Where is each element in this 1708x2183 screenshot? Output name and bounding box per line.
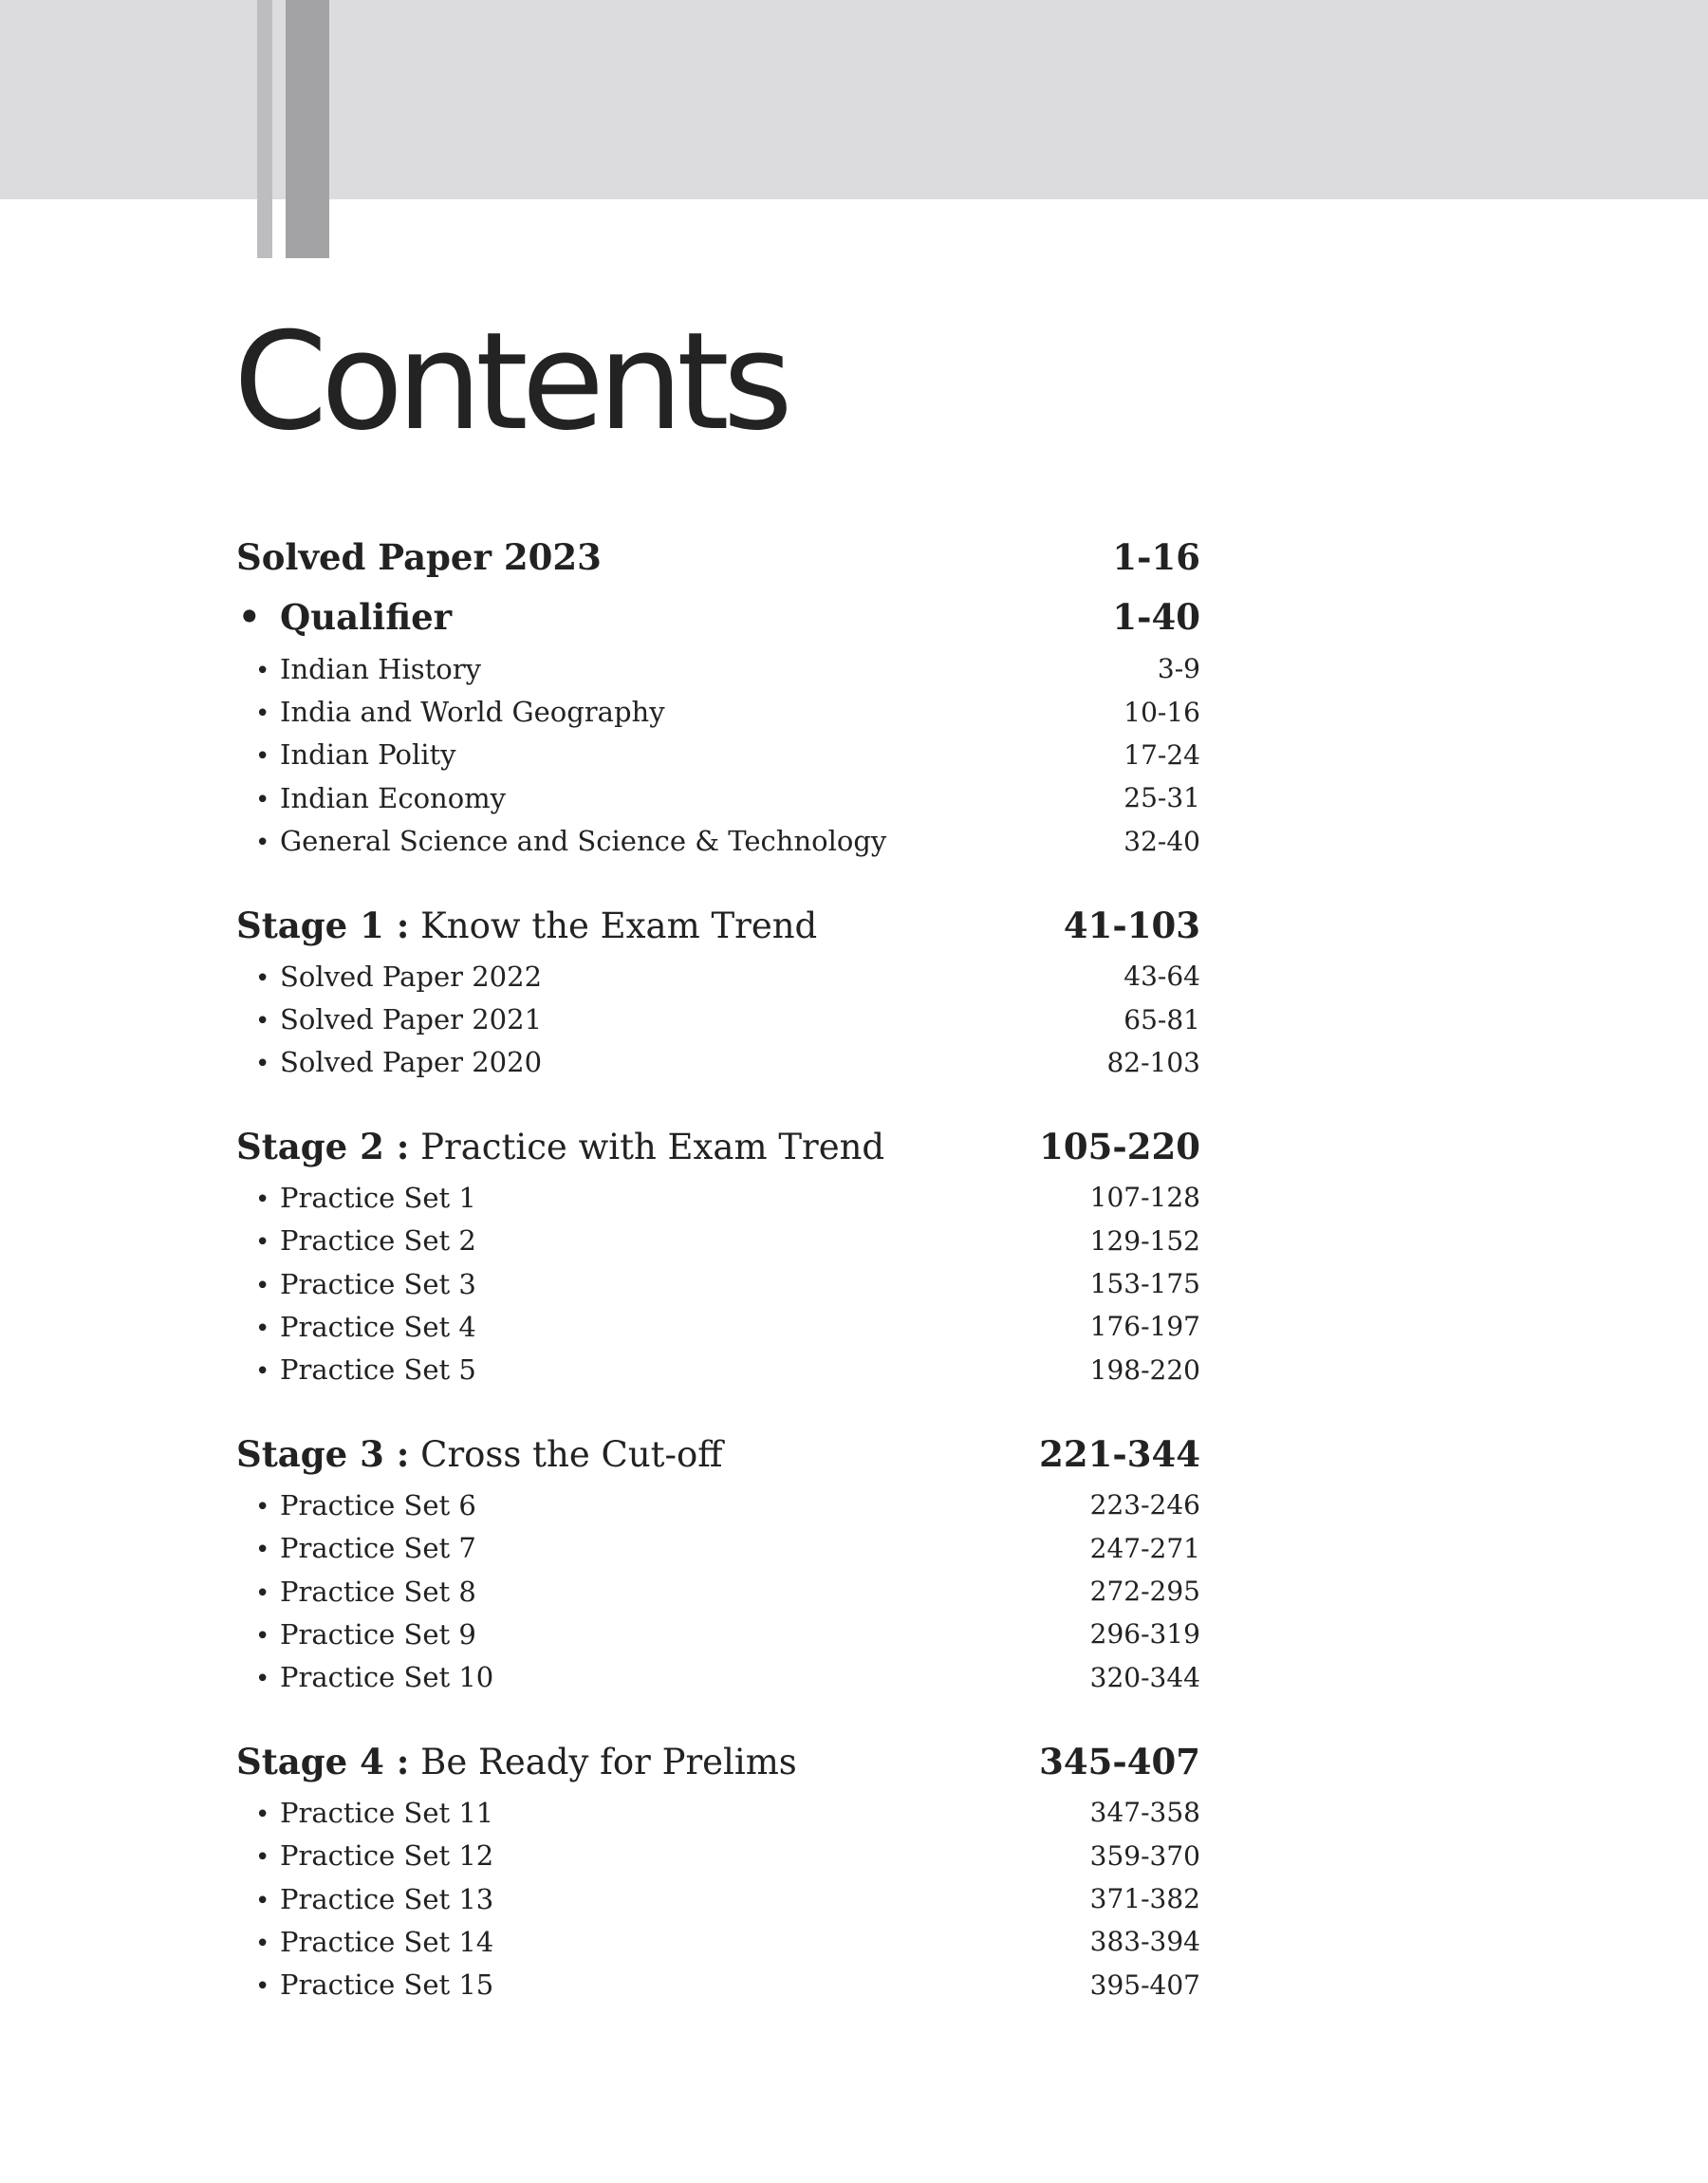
toc-item[interactable] [236,1570,1200,1613]
bullet: • [255,963,270,993]
toc-entry-stage-4[interactable] [236,1732,1200,1791]
toc-item[interactable] [236,1176,1200,1219]
item-label: Practice Set 12 [280,1839,494,1873]
bullet: • [255,1050,270,1079]
toc-entry-solved-paper-2023[interactable] [236,528,1200,587]
item-label: Practice Set 7 [280,1532,476,1565]
toc-section-stage-2 [236,1117,1200,1391]
bullet: • [255,1665,270,1694]
bullet: • [238,596,261,638]
page-range: 1-16 [1112,536,1200,578]
toc-item[interactable] [236,998,1200,1040]
toc-item[interactable] [236,1483,1200,1526]
toc-item[interactable] [236,1041,1200,1084]
header-band [0,0,1708,199]
bullet: • [255,1357,270,1387]
header-stripe-dark [286,0,329,258]
page-range: 247-271 [1089,1532,1200,1564]
bullet: • [255,1929,270,1958]
toc-item[interactable] [236,1220,1200,1262]
bullet: • [255,1185,270,1214]
section-label: Practice with Exam Trend [420,1127,885,1168]
page-range: 345-407 [1039,1741,1200,1783]
toc-item-list [236,647,1200,863]
page-range: 43-64 [1123,961,1200,993]
toc-item[interactable] [236,1656,1200,1699]
toc-section-stage-3 [236,1425,1200,1699]
section-label: Be Ready for Prelims [420,1742,797,1783]
page-range: 129-152 [1089,1224,1200,1257]
toc-item[interactable] [236,1834,1200,1876]
header-stripe-light [257,0,272,258]
toc-entry-stage-2[interactable] [236,1117,1200,1176]
toc-item[interactable] [236,690,1200,733]
bullet: • [255,1621,270,1651]
page-range: 359-370 [1089,1839,1200,1872]
page-range: 347-358 [1089,1797,1200,1829]
toc-entry-stage-1[interactable] [236,896,1200,955]
bullet: • [255,1228,270,1258]
bullet: • [255,1800,270,1829]
toc-section-stage-1 [236,896,1200,1084]
bullet: • [255,1007,270,1036]
section-label: Solved Paper 2023 [236,536,602,578]
item-label: Practice Set 15 [280,1968,494,2002]
page-range: 176-197 [1089,1311,1200,1343]
page-range: 223-246 [1089,1489,1200,1521]
bullet: • [255,785,270,814]
toc-item[interactable] [236,1349,1200,1391]
item-label: Practice Set 2 [280,1224,476,1258]
toc-item[interactable] [236,734,1200,776]
item-label: Practice Set 13 [280,1882,494,1915]
toc-section-stage-4 [236,1732,1200,2006]
item-label: Practice Set 10 [280,1661,494,1694]
toc-item[interactable] [236,1964,1200,2006]
page-range: 153-175 [1089,1268,1200,1300]
section-label: Qualifier [280,596,453,638]
toc-item[interactable] [236,776,1200,819]
bullet: • [255,1972,270,2002]
item-label: Solved Paper 2022 [280,960,543,993]
stage-prefix: Stage 1 : [236,904,410,946]
page-range: 17-24 [1123,738,1200,771]
toc-item[interactable] [236,1877,1200,1920]
page-range: 41-103 [1063,904,1200,946]
toc-item[interactable] [236,820,1200,863]
item-label: Practice Set 1 [280,1181,476,1214]
bullet: • [255,742,270,772]
toc-section-solved-2023 [236,528,1200,863]
item-label: Practice Set 14 [280,1925,494,1958]
toc-item[interactable] [236,955,1200,998]
bullet: • [255,1578,270,1608]
toc-item[interactable] [236,1791,1200,1834]
item-label: Practice Set 9 [280,1617,476,1651]
page-range: 32-40 [1123,825,1200,857]
item-label: Practice Set 5 [280,1353,476,1387]
bullet: • [255,700,270,729]
item-label: India and World Geography [280,696,665,729]
page-range: 371-382 [1089,1883,1200,1914]
page-range: 82-103 [1106,1046,1200,1078]
page-range: 221-344 [1039,1433,1200,1476]
item-label: Indian Polity [280,738,456,772]
page-range: 107-128 [1089,1182,1200,1214]
toc-item[interactable] [236,1305,1200,1348]
stage-prefix: Stage 3 : [236,1433,410,1476]
table-of-contents [236,528,1200,2040]
toc-item[interactable] [236,1613,1200,1655]
page-range: 198-220 [1089,1353,1200,1386]
item-label: Solved Paper 2020 [280,1046,543,1079]
item-label: Practice Set 8 [280,1575,476,1608]
bullet: • [255,1492,270,1521]
toc-item[interactable] [236,1920,1200,1963]
item-label: Solved Paper 2021 [280,1003,543,1036]
section-label: Know the Exam Trend [420,905,818,946]
page-range: 383-394 [1089,1926,1200,1958]
bullet: • [255,1314,270,1343]
page-range: 25-31 [1123,782,1200,814]
toc-entry-stage-3[interactable] [236,1425,1200,1483]
page-range: 320-344 [1089,1661,1200,1693]
item-label: Practice Set 11 [280,1796,494,1829]
page-range: 272-295 [1089,1576,1200,1608]
stage-prefix: Stage 4 : [236,1741,410,1783]
page-range: 65-81 [1123,1003,1200,1036]
page-range: 105-220 [1039,1126,1200,1168]
page-range: 395-407 [1089,1968,1200,2001]
page-range: 10-16 [1123,696,1200,728]
item-label: Practice Set 3 [280,1267,476,1300]
toc-item[interactable] [236,647,1200,690]
toc-entry-qualifier[interactable] [236,587,1200,647]
section-label: Cross the Cut-off [420,1434,723,1476]
item-label: Practice Set 4 [280,1310,476,1343]
item-label: Indian History [280,652,481,685]
bullet: • [255,1886,270,1915]
page-range: 296-319 [1089,1618,1200,1651]
toc-item[interactable] [236,1262,1200,1305]
item-label: General Science and Science & Technology [280,825,887,858]
bullet: • [255,1536,270,1565]
page-range: 1-40 [1112,596,1200,638]
bullet: • [255,1271,270,1300]
bullet: • [255,656,270,685]
bullet: • [255,829,270,858]
bullet: • [255,1843,270,1873]
page-title: Contents [233,304,787,460]
item-label: Indian Economy [280,781,507,814]
stage-prefix: Stage 2 : [236,1126,410,1168]
item-label: Practice Set 6 [280,1488,476,1521]
toc-item[interactable] [236,1526,1200,1569]
page-range: 3-9 [1157,653,1200,685]
